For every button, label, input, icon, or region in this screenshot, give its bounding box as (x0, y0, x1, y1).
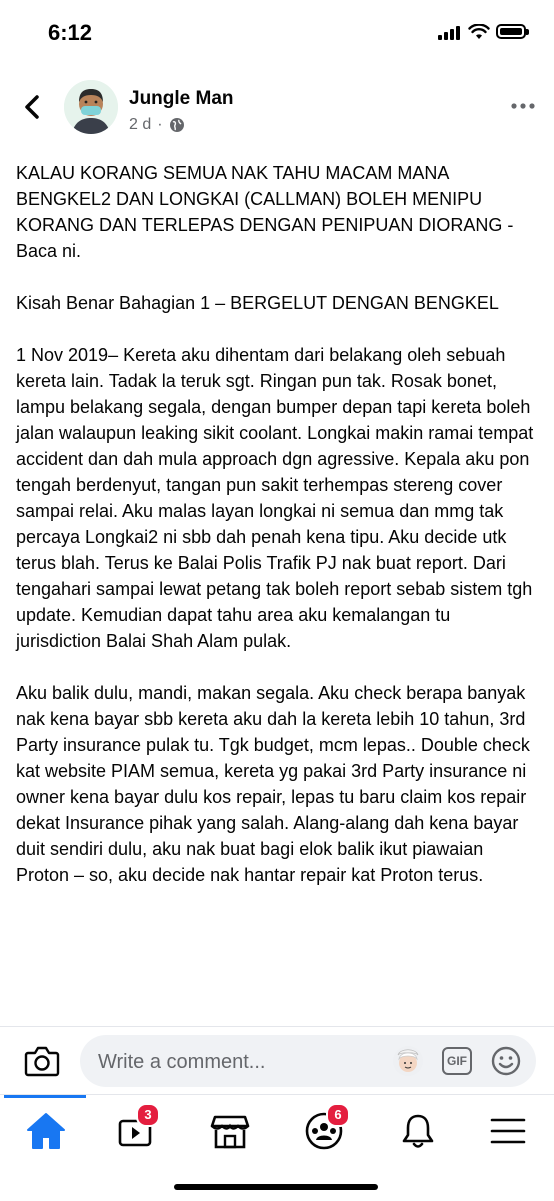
avatar-illustration (64, 80, 118, 134)
groups-badge: 6 (326, 1103, 350, 1127)
comment-bar (0, 1026, 554, 1095)
post-header (0, 74, 554, 144)
tab-marketplace[interactable] (208, 1111, 252, 1151)
post-time[interactable]: 2 d (129, 116, 152, 133)
author-avatar[interactable] (64, 80, 118, 134)
battery-icon (496, 24, 526, 39)
back-arrow-icon[interactable] (18, 92, 48, 122)
tab-menu[interactable] (486, 1111, 530, 1151)
author-name[interactable]: Jungle Man (129, 88, 234, 109)
bell-icon (396, 1111, 440, 1151)
avatar-sticker-icon[interactable] (392, 1045, 424, 1077)
gif-icon[interactable]: GIF (442, 1047, 472, 1075)
tab-notifications[interactable] (396, 1111, 440, 1151)
camera-icon[interactable] (24, 1045, 60, 1077)
post-meta (129, 116, 185, 134)
signal-icon (438, 26, 462, 40)
emoji-icon[interactable] (490, 1045, 522, 1077)
menu-icon (486, 1111, 530, 1151)
post-paragraph: KALAU KORANG SEMUA NAK TAHU MACAM MANA BENGKEL2 DAN LONGKAI (CALLMAN) BOLEH MENIPU KORANG DAN TERLEPAS DENGAN PENIPUAN DIORANG - Baca ni. (16, 163, 524, 261)
home-icon (24, 1111, 68, 1151)
post-paragraph: Aku balik dulu, mandi, makan segala. Aku check berapa banyak nak kena bayar sbb kereta aku dah la kereta lebih 10 tahun, 3rd Party insurance pulak tu. Tgk budget, mcm lepas.. Double check kat website PIAM semua, kereta yg pakai 3rd Party insurance ni owner kena bayar dulu kos repair, lepas tu baru claim kos repair dekat Insurance pihak yang salah. Alang-alang dah kena bayar duit sendiri dulu, aku nak buat bagi elok balik ikut piawaian Proton – so, aku decide nak hantar repair kat Proton terus. (16, 683, 535, 885)
post-paragraph: Kisah Benar Bahagian 1 – BERGELUT DENGAN BENGKEL (16, 293, 499, 313)
home-indicator (174, 1184, 378, 1190)
status-time: 6:12 (48, 20, 93, 45)
globe-icon (169, 117, 185, 133)
comment-box[interactable] (80, 1035, 536, 1087)
more-icon[interactable] (510, 102, 536, 110)
tab-home[interactable] (24, 1111, 68, 1151)
marketplace-icon (208, 1111, 252, 1151)
status-bar (0, 0, 554, 64)
watch-badge: 3 (136, 1103, 160, 1127)
wifi-icon (468, 24, 490, 40)
active-tab-indicator (4, 1095, 86, 1098)
tab-watch[interactable] (114, 1107, 158, 1151)
tab-groups[interactable] (302, 1107, 346, 1151)
meta-separator: · (157, 116, 163, 133)
post-paragraph: 1 Nov 2019– Kereta aku dihentam dari belakang oleh sebuah kereta lain. Tadak la teruk sgt. Ringan pun tak. Rosak bonet, lampu belakang segala, dengan bumper depan tapi kereta boleh jalan walaupun leaking sikit coolant. Longkai makin ramai tempat accident dan dah mula approach dgn agressive. Kepala aku pon tengah berdenyut, tangan pun sakit terhempas stereng cover sampai relai. Aku malas layan longkai ni semua dan mmg tak percaya Longkai2 ni sbb dah penah kena tipu. Aku decide utk terus blah. Terus ke Balai Polis Trafik PJ nak buat report. Dari tengahari sampai lewat petang tak boleh report sebab sistem tgh update. Kemudian dapat tahu area aku kemalangan tu jurisdiction Balai Shah Alam pulak. (16, 345, 539, 651)
post-body (16, 160, 540, 914)
comment-input[interactable] (96, 1047, 390, 1077)
